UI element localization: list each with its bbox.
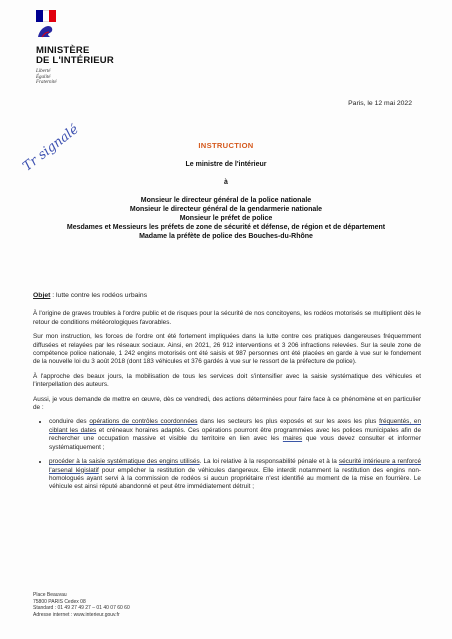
- recipient-line: Monsieur le directeur général de la police nationale: [140, 197, 312, 204]
- footer-phone: Standard : 01 49 27 49 27 – 01 40 07 60 60: [33, 605, 130, 612]
- handwritten-annotation: [8, 110, 82, 175]
- document-title: INSTRUCTION: [198, 141, 254, 150]
- footer-city: 75800 PARIS Cedex 08: [33, 598, 86, 605]
- handwritten-underline: fréquentés, en ciblant les dates: [49, 418, 421, 434]
- recipient-line: Mesdames et Messieurs les préfets de zone de sécurité et défense, de région et de département: [66, 224, 386, 231]
- addressee-preposition: à: [224, 179, 228, 186]
- ministry-logo: [36, 10, 126, 86]
- subject-label: Objet: [33, 292, 51, 299]
- list-item: • procéder à la saisie systématique des engins utilisés. La loi relative à la responsabilité pénale et à la sécurité intérieure a renforcé l'arsenal législatif pour empêcher la restitution de véhicules dangereux. Elle interdit notamment la restitution des engins non-homologués ayant servi à la commission de rodéos si aucun propriétaire n'est identifié au moment de la mise en fourrière. Le véhicule est ainsi réputé abandonné et peut être immédiatement détruit ;: [49, 458, 421, 492]
- handwritten-underline: sécurité intérieure a renforcé l'arsenal législatif: [49, 458, 422, 474]
- motto-egalite: Égalité: [36, 74, 51, 80]
- subject-text: : lutte contre les rodéos urbains: [50, 292, 148, 299]
- flag-icon: [36, 10, 56, 22]
- ministry-name: [36, 46, 126, 66]
- document-body: [33, 292, 421, 498]
- ministry-line1: MINISTÈRE: [36, 45, 90, 56]
- handwritten-note-text: Tr signalé: [20, 122, 82, 175]
- motto-liberte: Liberté: [36, 69, 51, 74]
- handwritten-underline: opérations de contrôles coordonnées: [89, 418, 198, 426]
- recipients-block: [60, 196, 392, 241]
- action-list: [33, 418, 421, 491]
- subject-line: [33, 292, 421, 300]
- paragraph-intro: À l'origine de graves troubles à l'ordre public et de risques pour la sécurité de nos concitoyens, les rodéos motorisés se multiplient dès le retour de conditions météorologiques favorables.: [33, 310, 421, 326]
- list-item: • conduire des opérations de contrôles coordonnées dans les secteurs les plus exposés et sur les axes les plus fréquentés, en ciblant les dates et créneaux horaires adaptés. Ces opérations pourront être programmées avec les polices municipales afin de rechercher une occupation massive et visible du territoire en lien avec les maires que vous devez consulter et informer systématiquement ;: [49, 418, 421, 452]
- handwritten-underline: procéder à la saisie systématique des engins utilisés: [49, 458, 200, 466]
- marianne-icon: [36, 24, 56, 38]
- motto-fraternite: Fraternité: [36, 80, 57, 86]
- address-footer: [33, 592, 130, 618]
- handwritten-underline: maires: [282, 435, 303, 443]
- document-date: Paris, le 12 mai 2022: [348, 100, 412, 107]
- paragraph-mobilisation: À l'approche des beaux jours, la mobilisation de tous les services doit s'intensifier avec la saisie systématique des véhicules et l'interpellation des auteurs.: [33, 372, 421, 389]
- footer-street: Place Beauvau: [33, 592, 67, 598]
- recipient-line: Monsieur le préfet de police: [179, 215, 273, 222]
- republic-motto: [36, 69, 126, 86]
- recipient-line: Madame la préfète de police des Bouches-du-Rhône: [139, 233, 313, 240]
- paragraph-request: Aussi, je vous demande de mettre en œuvre, dès ce vendredi, des actions déterminées pour faire face à ce phénomène et en particulier de :: [33, 395, 421, 412]
- paragraph-statistics: Sur mon instruction, les forces de l'ordre ont été fortement impliquées dans la lutte contre ces pratiques dangereuses fréquemment diffusées et relayées par les réseaux sociaux. Ainsi, en 2021, 26 912 interventions et 3 206 infractions relevées. Sur la seule zone de compétence police nationale, 1 242 engins motorisés ont été saisis et 987 personnes ont été placées en garde à vue sur le fondement de la nouvelle loi du 3 août 2018 (dont 183 véhicules et 376 gardés à vue sur le ressort de la préfecture de police).: [33, 333, 421, 366]
- recipient-line: Monsieur le directeur général de la gendarmerie nationale: [129, 206, 323, 213]
- sender-line: Le ministre de l'intérieur: [185, 161, 267, 168]
- ministry-line2: DE L'INTÉRIEUR: [36, 55, 114, 66]
- footer-website: Adresse internet : www.interieur.gouv.fr: [33, 611, 120, 618]
